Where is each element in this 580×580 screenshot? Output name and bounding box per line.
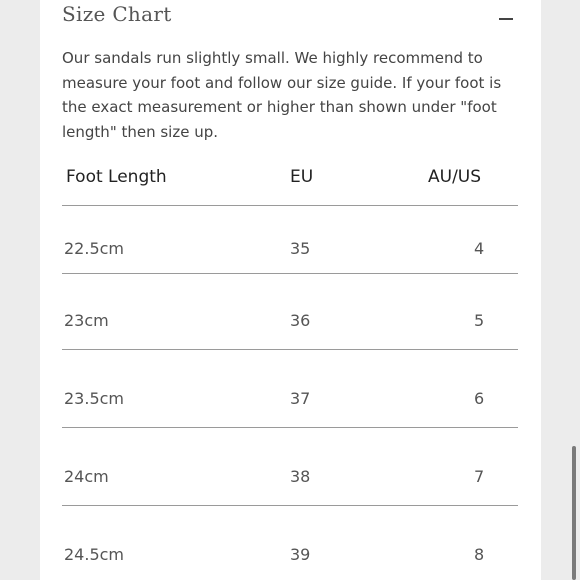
table-row: [62, 389, 518, 413]
foot-length-cell: 24cm: [64, 467, 109, 486]
table-row: [62, 467, 518, 491]
eu-size-cell: 35: [290, 239, 311, 258]
collapse-button[interactable]: [496, 10, 518, 24]
column-header-foot-length: Foot Length: [66, 167, 167, 187]
row-divider: [62, 427, 518, 428]
eu-size-cell: 39: [290, 545, 311, 564]
minus-icon: [499, 18, 513, 20]
table-row: [62, 311, 518, 335]
size-chart-panel: [40, 0, 541, 580]
row-divider: [62, 273, 518, 274]
table-row: [62, 545, 518, 569]
header-divider: [62, 205, 518, 206]
table-row: [62, 239, 518, 263]
eu-size-cell: 37: [290, 389, 311, 408]
row-divider: [62, 505, 518, 506]
eu-size-cell: 38: [290, 467, 311, 486]
au-us-size-cell: 6: [474, 389, 485, 408]
foot-length-cell: 22.5cm: [64, 239, 125, 258]
column-header-au-us: AU/US: [428, 167, 482, 187]
au-us-size-cell: 7: [474, 467, 485, 486]
foot-length-cell: 23.5cm: [64, 389, 125, 408]
column-header-eu: EU: [290, 167, 314, 187]
size-guide-description: Our sandals run slightly small. We highly recommend to measure your foot and follow our size guide. If your foot is the exact measurement or higher than shown under "foot length" then size up.: [62, 49, 502, 141]
foot-length-cell: 23cm: [64, 311, 109, 330]
size-chart-title: Size Chart: [62, 2, 172, 26]
eu-size-cell: 36: [290, 311, 311, 330]
au-us-size-cell: 5: [474, 311, 485, 330]
foot-length-cell: 24.5cm: [64, 545, 125, 564]
vertical-scrollbar[interactable]: [572, 446, 576, 580]
row-divider: [62, 349, 518, 350]
table-header: [62, 167, 518, 195]
au-us-size-cell: 8: [474, 545, 485, 564]
au-us-size-cell: 4: [474, 239, 485, 258]
